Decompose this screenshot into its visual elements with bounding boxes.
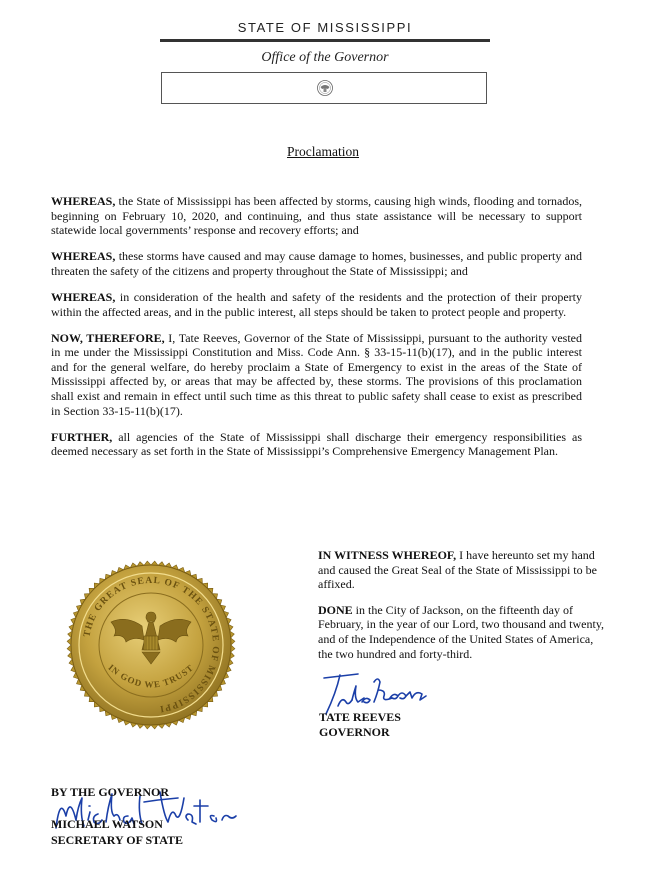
seal-motto: IN GOD WE TRUST — [106, 662, 196, 690]
governor-title: GOVERNOR — [319, 725, 390, 739]
office-title: Office of the Governor — [261, 50, 389, 65]
paragraph-whereas-2: WHEREAS, these storms have caused and may cause damage to homes, businesses, and public property and threaten the safety of the citizens and property throughout the State of Mississippi; and — [51, 249, 582, 278]
governor-name: TATE REEVES — [319, 710, 401, 724]
paragraph-now-therefore: NOW, THEREFORE, I, Tate Reeves, Governor of the State of Mississippi, pursuant to the authority vested in me under the Mississippi Constitution and Miss. Code Ann. § 33-15-11(b)(17), and in the public interest and for the general welfare, do hereby proclaim a State of Emergency to exist in the areas of the State of Mississippi affected by, or areas that may be affected by, these storms. The provisions of this proclamation shall exist and remain in effect until such time as this threat to public safety shall cease to exist as prescribed in Section 33-15-11(b)(17). — [51, 330, 583, 418]
proclamation-body — [51, 194, 582, 470]
great-seal-icon — [56, 560, 246, 730]
header-rule — [160, 39, 490, 42]
governor-block — [319, 710, 401, 740]
by-the-governor: BY THE GOVERNOR — [51, 785, 170, 799]
paragraph-whereas-3: WHEREAS, in consideration of the health and safety of the residents and the protection of their property within the affected areas, and in the public interest, all steps should be taken to protect people and property. — [51, 289, 582, 319]
secretary-title: SECRETARY OF STATE — [51, 833, 184, 847]
done-paragraph: DONE in the City of Jackson, on the fifteenth day of February, in the year of our Lord, two thousand and twenty, and of the Independence of the United States of America, the two hundred and forty-third. — [318, 602, 605, 661]
witness-block — [318, 548, 610, 672]
paragraph-further: FURTHER, all agencies of the State of Mississippi shall discharge their emergency responsibilities as deemed necessary as set forth in the State of Mississippi’s Comprehensive Emergency Management Plan. — [51, 429, 582, 459]
header-seal-box — [161, 72, 487, 104]
seal-ring-text: THE GREAT SEAL OF THE STATE OF MISSISSIPPI — [82, 575, 221, 714]
signature-space — [51, 800, 183, 816]
paragraph-whereas-1: WHEREAS, the State of Mississippi has been affected by storms, causing high winds, flooding and tornados, beginning on February 10, 2020, and continuing, and thus state assistance will be necessary to support statewide local governments’ response and recovery efforts; and — [51, 194, 582, 238]
secretary-block — [51, 784, 183, 848]
proclamation-title: Proclamation — [287, 144, 359, 159]
witness-paragraph: IN WITNESS WHEREOF, I have hereunto set my hand and caused the Great Seal of the State of Mississippi to be affixed. — [318, 548, 597, 592]
state-title: STATE OF MISSISSIPPI — [237, 20, 413, 35]
secretary-name: MICHAEL WATSON — [51, 817, 163, 831]
small-state-seal-icon — [317, 79, 333, 97]
